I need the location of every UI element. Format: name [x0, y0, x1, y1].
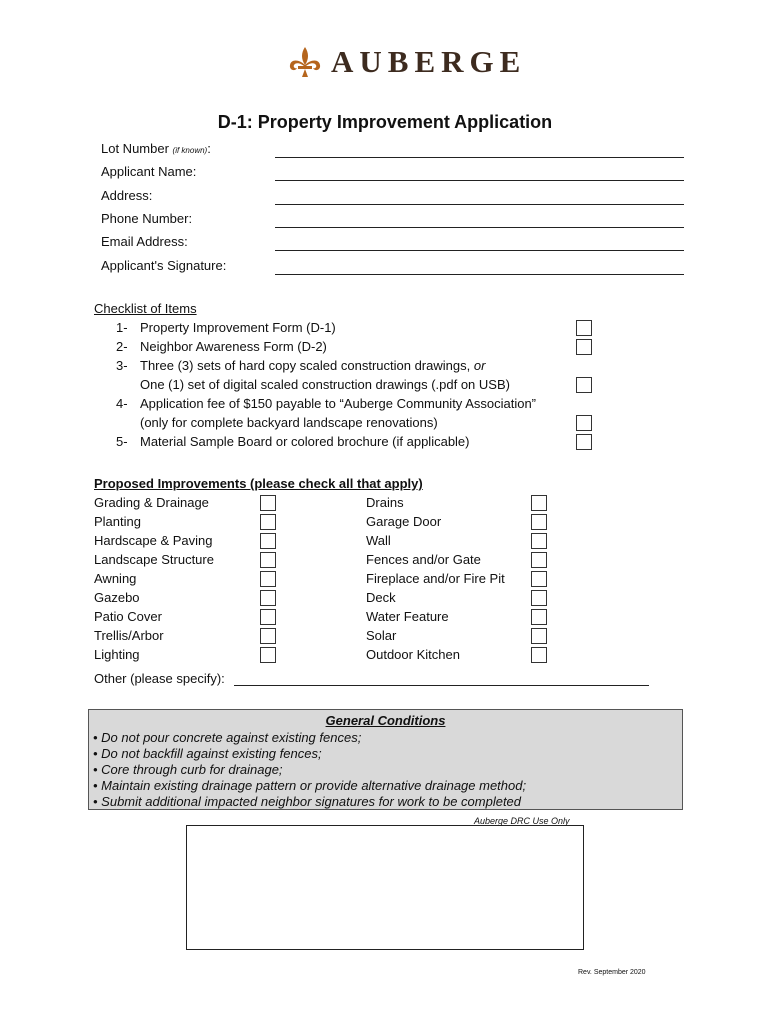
auberge-logo: [285, 44, 526, 80]
improvement-checkbox-fireplace[interactable]: [531, 571, 547, 587]
applicant-name-label: Applicant Name:: [101, 164, 197, 179]
general-condition-item: • Do not backfill against existing fences;: [93, 746, 322, 761]
revision-date: Rev. September 2020: [578, 969, 646, 976]
drc-use-only-box: [186, 825, 584, 950]
improvement-label: Fireplace and/or Fire Pit: [366, 571, 505, 586]
checklist-item-number: 2-: [116, 339, 128, 354]
checklist-item: [116, 320, 336, 335]
general-conditions-box: [88, 709, 683, 810]
checklist-item-or: or: [473, 358, 486, 373]
checklist-item: [116, 415, 438, 430]
improvement-checkbox-drains[interactable]: [531, 495, 547, 511]
checklist-item-text: Neighbor Awareness Form (D-2): [140, 339, 327, 354]
checklist-item-text: Property Improvement Form (D-1): [140, 320, 336, 335]
improvement-checkbox-patio-cover[interactable]: [260, 609, 276, 625]
improvement-checkbox-outdoor-kitchen[interactable]: [531, 647, 547, 663]
checklist-item: [116, 396, 536, 411]
checklist-item-number: 5-: [116, 434, 128, 449]
address-field[interactable]: [275, 204, 684, 205]
logo-wordmark: AUBERGE: [331, 44, 527, 79]
general-condition-item: • Do not pour concrete against existing fences;: [93, 730, 362, 745]
lot-number-colon: :: [207, 141, 211, 156]
checklist-checkbox-drawings[interactable]: [576, 377, 592, 393]
improvement-checkbox-hardscape[interactable]: [260, 533, 276, 549]
lot-number-label-text: Lot Number: [101, 141, 169, 156]
improvement-label: Lighting: [94, 647, 140, 662]
improvement-checkbox-deck[interactable]: [531, 590, 547, 606]
checklist-item-text: Application fee of $150 payable to “Auberge Community Association”: [140, 396, 537, 411]
improvement-label: Patio Cover: [94, 609, 162, 624]
improvement-checkbox-planting[interactable]: [260, 514, 276, 530]
signature-field[interactable]: [275, 274, 684, 275]
improvement-checkbox-trellis[interactable]: [260, 628, 276, 644]
checklist-item-text: One (1) set of digital scaled construction drawings (.pdf on USB): [140, 377, 510, 392]
improvement-checkbox-landscape-structure[interactable]: [260, 552, 276, 568]
improvement-label: Drains: [366, 495, 404, 510]
fleur-de-lis-icon: [285, 45, 325, 79]
checklist-item: [116, 339, 327, 354]
improvement-label: Fences and/or Gate: [366, 552, 481, 567]
improvement-checkbox-wall[interactable]: [531, 533, 547, 549]
signature-label: Applicant's Signature:: [101, 258, 227, 273]
improvement-label: Garage Door: [366, 514, 442, 529]
improvement-label: Deck: [366, 590, 396, 605]
checklist-item-text: Material Sample Board or colored brochure (if applicable): [140, 434, 470, 449]
proposed-improvements-heading: Proposed Improvements (please check all that apply): [94, 476, 423, 491]
improvement-checkbox-fences[interactable]: [531, 552, 547, 568]
other-specify-label: Other (please specify):: [94, 671, 225, 686]
lot-number-field[interactable]: [275, 157, 684, 158]
applicant-name-field[interactable]: [275, 180, 684, 181]
checklist-checkbox-fee[interactable]: [576, 415, 592, 431]
improvement-checkbox-grading[interactable]: [260, 495, 276, 511]
improvement-label: Awning: [94, 571, 137, 586]
checklist-checkbox-form-d1[interactable]: [576, 320, 592, 336]
checklist-item-number: 1-: [116, 320, 128, 335]
improvement-label: Grading & Drainage: [94, 495, 209, 510]
lot-number-hint: (if known): [172, 146, 208, 155]
improvement-checkbox-garage-door[interactable]: [531, 514, 547, 530]
improvement-label: Outdoor Kitchen: [366, 647, 460, 662]
improvement-label: Solar: [366, 628, 397, 643]
improvement-label: Hardscape & Paving: [94, 533, 213, 548]
checklist-checkbox-sample-board[interactable]: [576, 434, 592, 450]
checklist-item: [116, 377, 510, 392]
email-address-label: Email Address:: [101, 234, 188, 249]
lot-number-label: [101, 141, 211, 156]
improvement-label: Planting: [94, 514, 141, 529]
checklist-item: [116, 358, 485, 373]
improvement-label: Water Feature: [366, 609, 449, 624]
checklist-item-text: Three (3) sets of hard copy scaled construction drawings,: [140, 358, 471, 373]
checklist-checkbox-form-d2[interactable]: [576, 339, 592, 355]
improvement-checkbox-solar[interactable]: [531, 628, 547, 644]
improvement-checkbox-awning[interactable]: [260, 571, 276, 587]
general-conditions-title: General Conditions: [325, 713, 446, 728]
general-condition-item: • Maintain existing drainage pattern or provide alternative drainage method;: [93, 778, 527, 793]
checklist-heading: Checklist of Items: [94, 301, 197, 316]
general-condition-item: • Submit additional impacted neighbor signatures for work to be completed: [93, 794, 522, 809]
checklist-item-text: (only for complete backyard landscape renovations): [140, 415, 438, 430]
improvement-label: Wall: [366, 533, 391, 548]
phone-number-field[interactable]: [275, 227, 684, 228]
checklist-item: [116, 434, 470, 449]
page-title: D-1: Property Improvement Application: [217, 112, 553, 132]
improvement-label: Trellis/Arbor: [94, 628, 164, 643]
improvement-checkbox-gazebo[interactable]: [260, 590, 276, 606]
checklist-item-number: 4-: [116, 396, 128, 411]
drc-use-only-label: Auberge DRC Use Only: [474, 816, 570, 826]
address-label: Address:: [101, 188, 153, 203]
other-specify-field[interactable]: [234, 685, 649, 686]
improvement-label: Landscape Structure: [94, 552, 214, 567]
improvement-label: Gazebo: [94, 590, 140, 605]
phone-number-label: Phone Number:: [101, 211, 193, 226]
general-condition-item: • Core through curb for drainage;: [93, 762, 283, 777]
checklist-item-number: 3-: [116, 358, 128, 373]
email-address-field[interactable]: [275, 250, 684, 251]
improvement-checkbox-lighting[interactable]: [260, 647, 276, 663]
improvement-checkbox-water-feature[interactable]: [531, 609, 547, 625]
